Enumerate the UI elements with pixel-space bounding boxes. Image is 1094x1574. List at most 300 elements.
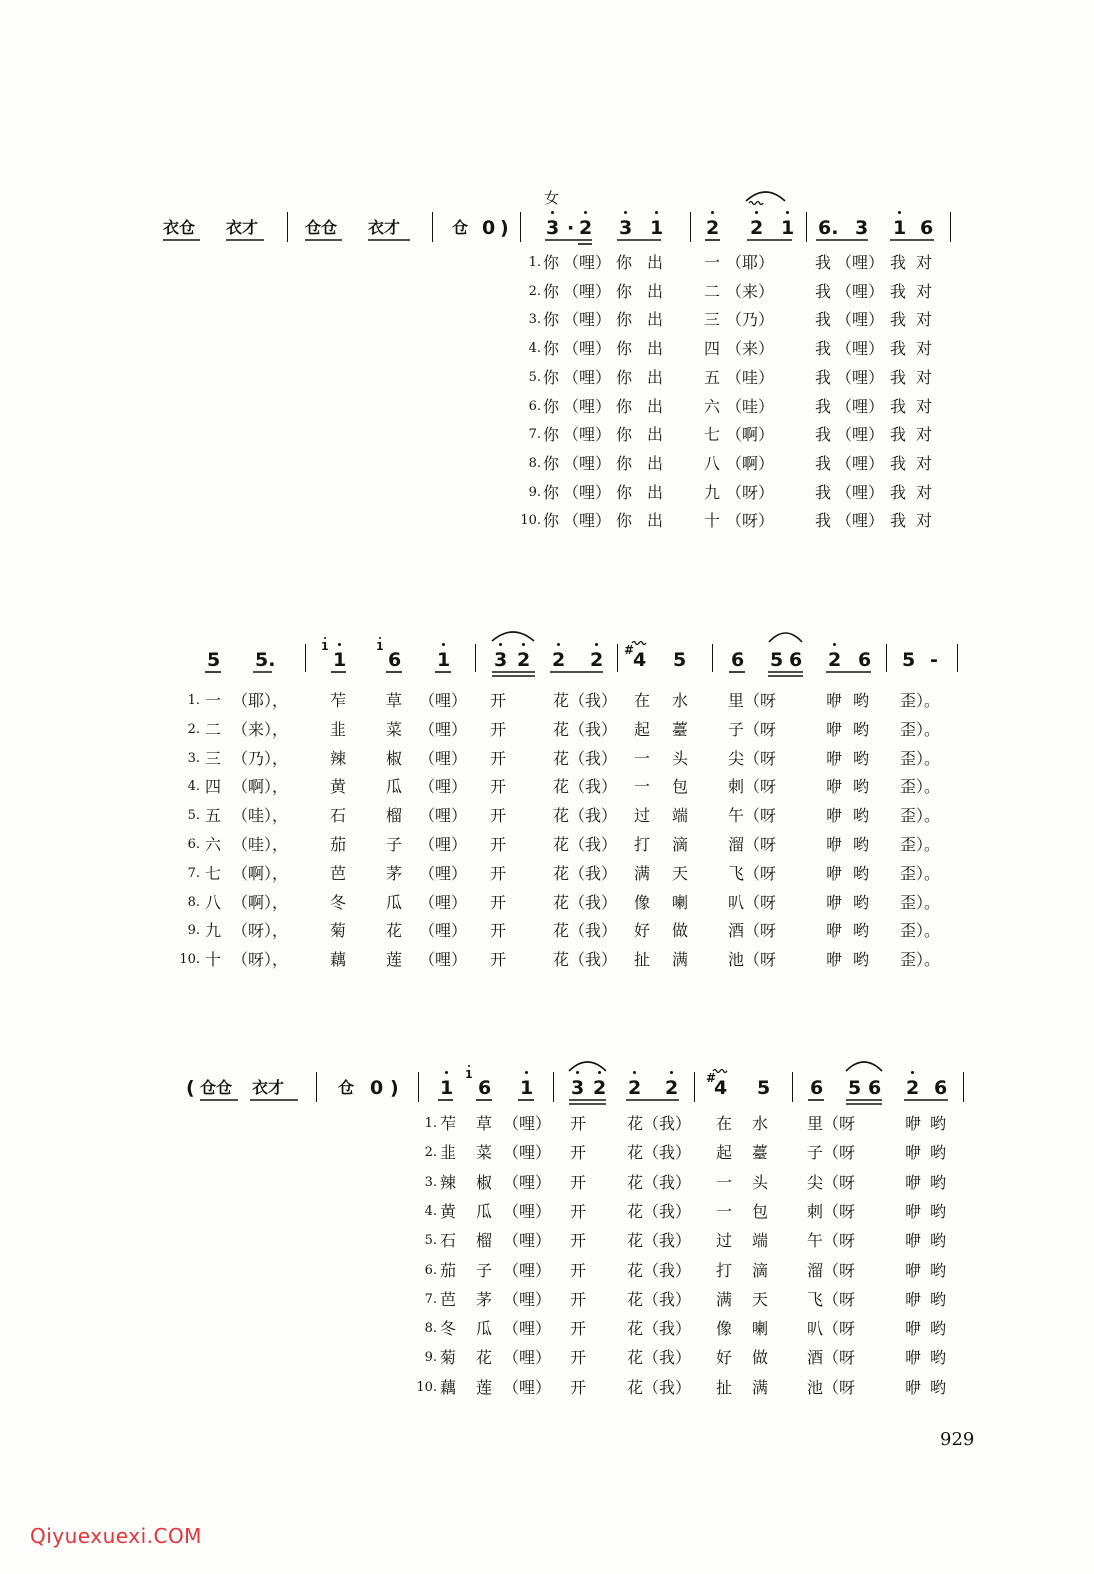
lyric-syllable: 做 xyxy=(672,921,689,941)
lyric-syllable: 辣 xyxy=(440,1172,457,1192)
lyric-syllable: （哇）， xyxy=(232,806,289,826)
verse-number: 2. xyxy=(424,1145,437,1161)
lyric-syllable: 花（我） xyxy=(627,1377,692,1397)
note: 5 xyxy=(848,1077,862,1099)
verse-number: 6. xyxy=(424,1262,437,1278)
lyric-syllable: （乃）， xyxy=(232,748,289,768)
lyric-syllable: 飞（呀 xyxy=(728,863,777,883)
lyric-syllable: 我 xyxy=(815,453,832,473)
lyric-syllable: 茅 xyxy=(476,1289,493,1309)
grace-note: 1 xyxy=(376,640,384,653)
percussion-syllable: 衣仓 xyxy=(163,218,196,237)
lyric-syllable: 对 xyxy=(916,482,933,502)
trill-mark xyxy=(632,642,646,645)
note: 3 xyxy=(571,1077,585,1099)
lyric-syllable: 五 xyxy=(704,367,721,387)
lyric-syllable: （哩） xyxy=(503,1143,552,1163)
lyric-syllable: （哩） xyxy=(503,1260,552,1280)
lyric-syllable: 我 xyxy=(890,367,907,387)
lyric-syllable: 哟 xyxy=(853,950,870,970)
lyric-syllable: （哩） xyxy=(563,396,612,416)
lyric-syllable: 咿 xyxy=(826,863,843,883)
lyric-syllable: 端 xyxy=(752,1231,769,1251)
lyric-syllable: 黄 xyxy=(440,1201,457,1221)
lyric-syllable: （哩） xyxy=(836,253,885,272)
lyric-syllable: （哇） xyxy=(726,367,775,387)
lyric-syllable: 出 xyxy=(647,396,664,416)
lyric-syllable: 歪）。 xyxy=(900,892,941,912)
lyric-syllable: 在 xyxy=(634,691,651,710)
grace-note: 1 xyxy=(465,1068,473,1081)
lyric-syllable: 茄 xyxy=(440,1260,457,1280)
note: 3 xyxy=(494,649,508,671)
lyric-syllable: 出 xyxy=(647,511,664,531)
lyric-syllable: （耶）， xyxy=(232,691,289,710)
lyric-syllable: （哩） xyxy=(503,1319,552,1339)
lyric-syllable: 哟 xyxy=(930,1201,947,1221)
verse-number: 5. xyxy=(424,1233,437,1249)
lyric-syllable: 包 xyxy=(672,777,689,797)
lyric-syllable: 你 xyxy=(543,453,560,473)
lyric-syllable: 花（我） xyxy=(627,1289,692,1309)
lyric-syllable: 叭（呀 xyxy=(807,1319,856,1339)
lyric-syllable: 花 xyxy=(386,921,403,941)
lyric-syllable: 哟 xyxy=(853,806,870,826)
lyric-syllable: 我 xyxy=(890,453,907,473)
watermark: Qiyuexuexi.COM xyxy=(30,1524,202,1548)
lyric-syllable: （哩） xyxy=(563,253,612,272)
lyric-syllable: 在 xyxy=(716,1114,733,1133)
lyric-syllable: 我 xyxy=(815,281,832,301)
lyric-syllable: 你 xyxy=(543,482,560,502)
lyric-syllable: 花（我） xyxy=(553,748,618,768)
lyric-syllable: 你 xyxy=(543,511,560,531)
note: · xyxy=(567,217,575,239)
note: 2 xyxy=(552,649,566,671)
lyric-syllable: 子（呀 xyxy=(728,719,777,739)
lyric-syllable: 包 xyxy=(752,1201,769,1221)
lyric-syllable: 滴 xyxy=(752,1260,769,1280)
lyric-syllable: 我 xyxy=(890,281,907,301)
lyric-syllable: 叭（呀 xyxy=(728,892,777,912)
lyric-syllable: 咿 xyxy=(905,1231,922,1251)
lyric-syllable: 歪）。 xyxy=(900,691,941,710)
lyric-syllable: 对 xyxy=(916,453,933,473)
lyric-syllable: 哟 xyxy=(930,1172,947,1192)
lyric-syllable: 歪）。 xyxy=(900,777,941,797)
lyric-syllable: 咿 xyxy=(905,1201,922,1221)
lyric-syllable: 花（我） xyxy=(627,1114,692,1133)
lyric-syllable: （啊）， xyxy=(232,863,289,883)
lyric-syllable: 茅 xyxy=(386,863,403,883)
lyric-syllable: 花（我） xyxy=(553,892,618,912)
lyric-syllable: （哩） xyxy=(419,748,468,768)
lyric-syllable: （哩） xyxy=(419,835,468,854)
verse-number: 6. xyxy=(528,398,541,414)
note: 6 xyxy=(810,1077,824,1099)
percussion-syllable: 仓 xyxy=(338,1078,355,1097)
lyric-syllable: 藕 xyxy=(330,950,347,970)
note: 6 xyxy=(934,1077,948,1099)
lyric-syllable: （啊）， xyxy=(232,777,289,797)
lyric-syllable: 我 xyxy=(890,310,907,330)
lyric-syllable: 四 xyxy=(704,339,721,359)
lyric-syllable: 一 xyxy=(704,253,721,272)
verse-number: 2. xyxy=(187,721,200,737)
lyric-syllable: 我 xyxy=(815,310,832,330)
note: 1 xyxy=(520,1077,534,1099)
verse-number: 4. xyxy=(187,779,200,795)
lyric-syllable: （啊） xyxy=(726,453,775,473)
lyric-syllable: 冬 xyxy=(330,892,347,912)
lyric-syllable: 过 xyxy=(716,1231,733,1251)
lyric-syllable: 我 xyxy=(815,367,832,387)
verse-number: 4. xyxy=(424,1203,437,1219)
lyric-syllable: （哩） xyxy=(419,691,468,710)
lyric-syllable: 满 xyxy=(752,1377,769,1397)
verse-number: 2. xyxy=(528,283,541,299)
lyric-syllable: （来）， xyxy=(232,719,289,739)
lyric-syllable: 我 xyxy=(890,425,907,445)
lyric-syllable: （呀）， xyxy=(232,950,289,970)
lyric-syllable: （哩） xyxy=(836,339,885,359)
verse-number: 9. xyxy=(424,1350,437,1366)
lyric-syllable: 七 xyxy=(205,863,222,883)
lyric-syllable: 榴 xyxy=(386,806,403,826)
lyric-syllable: 辣 xyxy=(330,748,347,768)
lyric-syllable: 哟 xyxy=(853,835,870,854)
lyric-syllable: 二 xyxy=(704,281,721,301)
lyric-syllable: 尖（呀 xyxy=(807,1172,856,1192)
lyric-syllable: 咿 xyxy=(905,1289,922,1309)
lyric-syllable: 打 xyxy=(716,1260,733,1280)
lyric-syllable: 榴 xyxy=(476,1231,493,1251)
lyric-syllable: 椒 xyxy=(386,748,403,768)
lyric-syllable: 开 xyxy=(570,1172,587,1192)
lyric-syllable: 酒（呀 xyxy=(728,921,777,941)
lyric-syllable: 黄 xyxy=(330,777,347,797)
lyric-syllable: 苲 xyxy=(440,1114,457,1133)
lyric-syllable: 三 xyxy=(205,748,222,768)
verse-number: 8. xyxy=(424,1321,437,1337)
note: 2 xyxy=(628,1077,642,1099)
note: 5 xyxy=(673,649,687,671)
lyric-syllable: 开 xyxy=(570,1201,587,1221)
lyric-syllable: 池（呀 xyxy=(728,950,777,970)
lyric-syllable: 咿 xyxy=(826,691,843,710)
page-number: 929 xyxy=(940,1429,975,1450)
lyric-syllable: 出 xyxy=(647,281,664,301)
lyric-syllable: 哟 xyxy=(853,921,870,941)
lyric-syllable: 哟 xyxy=(930,1348,947,1368)
lyric-syllable: 咿 xyxy=(905,1143,922,1163)
lyric-syllable: 好 xyxy=(634,921,651,941)
verse-number: 3. xyxy=(424,1174,437,1190)
verse-number: 5. xyxy=(528,369,541,385)
lyric-syllable: 你 xyxy=(616,310,633,330)
lyric-syllable: 咿 xyxy=(905,1319,922,1339)
verse-number: 7. xyxy=(424,1291,437,1307)
lyric-syllable: （哩） xyxy=(419,806,468,826)
lyric-syllable: 头 xyxy=(752,1172,769,1192)
verse-number: 8. xyxy=(528,455,541,471)
percussion-syllable: 仓仓 xyxy=(200,1078,233,1097)
lyric-syllable: 哟 xyxy=(930,1260,947,1280)
lyric-syllable: 你 xyxy=(616,367,633,387)
lyric-syllable: （哩） xyxy=(563,310,612,330)
lyric-syllable: （呀） xyxy=(726,482,775,502)
lyric-syllable: （哩） xyxy=(563,367,612,387)
verse-number: 7. xyxy=(187,865,200,881)
note: 2 xyxy=(750,217,764,239)
lyric-syllable: 对 xyxy=(916,281,933,301)
lyric-syllable: 哟 xyxy=(930,1377,947,1397)
lyric-syllable: （哩） xyxy=(563,511,612,531)
lyric-syllable: 做 xyxy=(752,1348,769,1368)
lyric-syllable: 花（我） xyxy=(627,1348,692,1368)
lyric-syllable: 咿 xyxy=(905,1348,922,1368)
lyric-syllable: 起 xyxy=(634,719,651,739)
lyric-syllable: 哟 xyxy=(930,1319,947,1339)
lyric-syllable: （来） xyxy=(726,339,775,359)
lyric-syllable: 尖（呀 xyxy=(728,748,777,768)
verse-number: 10. xyxy=(416,1379,437,1395)
lyric-syllable: 你 xyxy=(543,310,560,330)
note: 6 xyxy=(388,649,402,671)
lyric-syllable: 扯 xyxy=(716,1377,733,1397)
lyric-syllable: 七 xyxy=(704,425,721,445)
verse-number: 8. xyxy=(187,894,200,910)
lyric-syllable: 开 xyxy=(490,719,507,739)
lyric-syllable: 刺（呀 xyxy=(807,1201,856,1221)
lyric-syllable: 满 xyxy=(634,863,651,883)
note: 1 xyxy=(650,217,664,239)
note: 3 xyxy=(546,217,560,239)
lyric-syllable: 我 xyxy=(815,396,832,416)
lyric-syllable: 头 xyxy=(672,748,689,768)
lyric-syllable: 午（呀 xyxy=(728,806,777,826)
lyric-syllable: 满 xyxy=(716,1289,733,1309)
percussion-syllable: 衣才 xyxy=(252,1078,285,1097)
lyric-syllable: 哟 xyxy=(853,863,870,883)
lyric-syllable: （哩） xyxy=(503,1201,552,1221)
lyric-syllable: （哩） xyxy=(419,777,468,797)
lyric-syllable: 花（我） xyxy=(627,1172,692,1192)
lyric-syllable: 莲 xyxy=(476,1377,493,1397)
note: 5 xyxy=(770,649,784,671)
lyric-syllable: （哩） xyxy=(503,1172,552,1192)
percussion-syllable: 仓 xyxy=(452,218,469,237)
lyric-syllable: 哟 xyxy=(853,892,870,912)
lyric-syllable: （哩） xyxy=(419,921,468,941)
lyric-syllable: （哇） xyxy=(726,396,775,416)
trill-mark xyxy=(749,202,763,205)
lyric-syllable: 花（我） xyxy=(553,777,618,797)
lyric-syllable: 藕 xyxy=(440,1377,457,1397)
lyric-syllable: 出 xyxy=(647,425,664,445)
bracket: ( xyxy=(186,1077,195,1099)
lyric-syllable: 瓜 xyxy=(476,1319,493,1339)
lyric-syllable: 咿 xyxy=(826,835,843,854)
lyric-syllable: 咿 xyxy=(826,806,843,826)
lyric-syllable: （哩） xyxy=(836,396,885,416)
lyric-syllable: 花（我） xyxy=(627,1231,692,1251)
lyric-syllable: 薹 xyxy=(752,1143,769,1163)
lyric-syllable: 我 xyxy=(815,253,832,272)
note: 0 xyxy=(370,1077,384,1099)
lyric-syllable: （耶） xyxy=(726,253,775,272)
lyric-syllable: 开 xyxy=(490,950,507,970)
lyric-syllable: 开 xyxy=(570,1319,587,1339)
note: 1 xyxy=(781,217,795,239)
note: 2 xyxy=(579,217,593,239)
lyric-syllable: 咿 xyxy=(826,921,843,941)
lyric-syllable: 哟 xyxy=(930,1143,947,1163)
lyric-syllable: 歪）。 xyxy=(900,950,941,970)
lyric-syllable: 歪）。 xyxy=(900,863,941,883)
bracket: ) xyxy=(500,217,509,239)
slur-arc xyxy=(846,1062,882,1071)
lyric-syllable: 花（我） xyxy=(553,719,618,739)
lyric-syllable: 我 xyxy=(890,482,907,502)
note: 6 xyxy=(478,1077,492,1099)
lyric-syllable: 一 xyxy=(716,1172,733,1192)
lyric-syllable: 十 xyxy=(205,950,222,970)
lyric-syllable: 滴 xyxy=(672,835,689,854)
lyric-syllable: 对 xyxy=(916,339,933,359)
lyric-syllable: 六 xyxy=(205,835,222,854)
lyric-syllable: 菜 xyxy=(386,719,403,739)
lyric-syllable: 石 xyxy=(440,1231,457,1251)
lyric-syllable: （哩） xyxy=(503,1377,552,1397)
lyric-syllable: 里（呀 xyxy=(807,1114,856,1133)
note: 2 xyxy=(590,649,604,671)
lyric-syllable: 咿 xyxy=(826,748,843,768)
lyric-syllable: 花（我） xyxy=(553,863,618,883)
lyric-syllable: 像 xyxy=(716,1319,733,1339)
lyric-syllable: 芭 xyxy=(440,1289,457,1309)
verse-number: 1. xyxy=(528,255,541,270)
lyric-syllable: 你 xyxy=(616,396,633,416)
lyric-syllable: （哩） xyxy=(419,863,468,883)
note: 1 xyxy=(893,217,907,239)
lyric-syllable: 花（我） xyxy=(553,835,618,854)
lyric-syllable: 像 xyxy=(634,892,651,912)
percussion-syllable: 仓仓 xyxy=(305,218,338,237)
lyric-syllable: 对 xyxy=(916,310,933,330)
lyric-syllable: 开 xyxy=(490,892,507,912)
lyric-syllable: （呀） xyxy=(726,511,775,531)
lyric-syllable: 你 xyxy=(543,253,560,272)
note: 5. xyxy=(255,649,276,671)
lyric-syllable: 对 xyxy=(916,425,933,445)
verse-number: 6. xyxy=(187,837,200,852)
lyric-syllable: 我 xyxy=(815,339,832,359)
lyric-syllable: 喇 xyxy=(752,1319,769,1339)
lyric-syllable: 开 xyxy=(570,1348,587,1368)
note: 2 xyxy=(906,1077,920,1099)
lyric-syllable: 对 xyxy=(916,253,933,272)
lyric-syllable: 对 xyxy=(916,396,933,416)
lyric-syllable: （哩） xyxy=(836,482,885,502)
lyric-syllable: 咿 xyxy=(905,1114,922,1133)
slur-arc xyxy=(569,1062,606,1071)
lyric-syllable: 你 xyxy=(616,482,633,502)
lyric-syllable: 菊 xyxy=(440,1348,457,1368)
lyric-syllable: （哩） xyxy=(563,453,612,473)
lyric-syllable: 哟 xyxy=(853,777,870,797)
note: 2 xyxy=(665,1077,679,1099)
verse-number: 1. xyxy=(424,1116,437,1131)
lyric-syllable: 刺（呀 xyxy=(728,777,777,797)
verse-number: 5. xyxy=(187,808,200,824)
lyric-syllable: 花（我） xyxy=(553,691,618,710)
note: - xyxy=(930,649,938,671)
lyric-syllable: 开 xyxy=(570,1114,587,1133)
lyric-syllable: 歪）。 xyxy=(900,835,941,854)
lyric-syllable: 咿 xyxy=(826,777,843,797)
lyric-syllable: 咿 xyxy=(826,892,843,912)
note: 3 xyxy=(855,217,869,239)
sharp-sign: # xyxy=(706,1071,717,1085)
lyric-syllable: 你 xyxy=(616,425,633,445)
lyric-syllable: 歪）。 xyxy=(900,921,941,941)
lyric-syllable: 喇 xyxy=(672,892,689,912)
lyric-syllable: 里（呀 xyxy=(728,691,777,710)
lyric-syllable: 菜 xyxy=(476,1143,493,1163)
lyric-syllable: 草 xyxy=(386,691,403,710)
lyric-syllable: 韭 xyxy=(440,1143,457,1163)
lyric-syllable: 出 xyxy=(647,367,664,387)
lyric-syllable: 扯 xyxy=(634,950,651,970)
note: 4 xyxy=(633,649,647,671)
lyric-syllable: 花（我） xyxy=(553,921,618,941)
lyric-syllable: 我 xyxy=(890,253,907,272)
lyric-syllable: 草 xyxy=(476,1114,493,1133)
lyric-syllable: （啊）， xyxy=(232,892,289,912)
slur-arc xyxy=(769,633,802,642)
percussion-syllable: 衣才 xyxy=(368,218,401,237)
note: 2 xyxy=(706,217,720,239)
lyric-syllable: 歪）。 xyxy=(900,806,941,826)
lyric-syllable: 溜（呀 xyxy=(728,835,777,854)
lyric-syllable: 五 xyxy=(205,806,222,826)
lyric-syllable: 端 xyxy=(672,806,689,826)
lyric-syllable: 我 xyxy=(890,511,907,531)
lyric-syllable: （乃） xyxy=(726,310,775,330)
note: 2 xyxy=(828,649,842,671)
lyric-syllable: （哩） xyxy=(836,367,885,387)
lyric-syllable: 天 xyxy=(672,863,689,883)
note: 1 xyxy=(437,649,451,671)
slur-arc xyxy=(746,192,785,201)
lyric-syllable: （哩） xyxy=(503,1289,552,1309)
lyric-syllable: 哟 xyxy=(853,691,870,710)
lyric-syllable: 韭 xyxy=(330,719,347,739)
lyric-syllable: 开 xyxy=(570,1377,587,1397)
percussion-syllable: 衣才 xyxy=(226,218,259,237)
lyric-syllable: 溜（呀 xyxy=(807,1260,856,1280)
note: 6 xyxy=(858,649,872,671)
lyric-syllable: 咿 xyxy=(905,1260,922,1280)
lyric-syllable: 你 xyxy=(616,511,633,531)
note: 2 xyxy=(593,1077,607,1099)
lyric-syllable: （哩） xyxy=(836,453,885,473)
note: 2 xyxy=(517,649,531,671)
bracket: ) xyxy=(390,1077,399,1099)
lyric-syllable: 开 xyxy=(490,863,507,883)
lyric-syllable: 开 xyxy=(490,921,507,941)
